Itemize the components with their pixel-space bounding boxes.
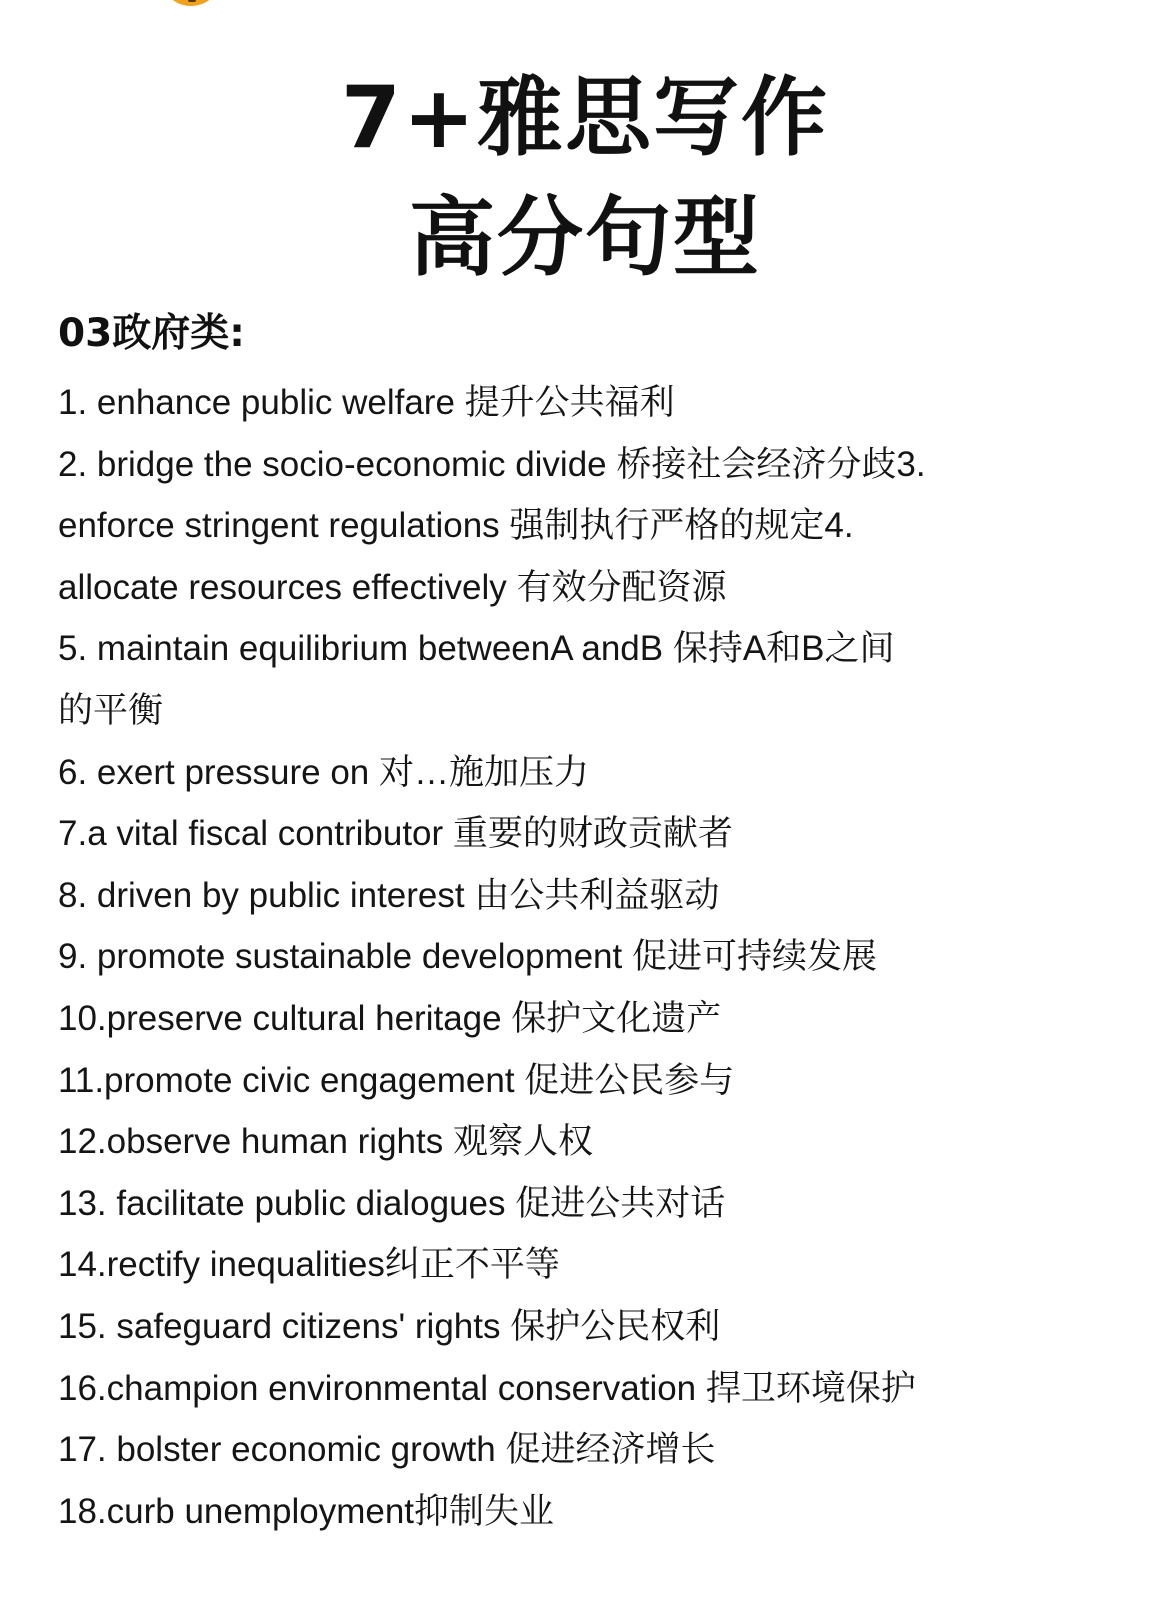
phrase-line-16: 15. safeguard citizens' rights 保护公民权利 (58, 1306, 721, 1346)
phrase-line-11: 10.preserve cultural heritage 保护文化遗产 (58, 998, 722, 1038)
phrase-line-7: 6. exert pressure on 对…施加压力 (58, 752, 589, 792)
title-line-1: 7+雅思写作 (341, 68, 829, 168)
phrase-line-14: 13. facilitate public dialogues 促进公共对话 (58, 1183, 726, 1223)
phrase-line-8: 7.a vital fiscal contributor 重要的财政贡献者 (58, 814, 733, 854)
phrase-list (58, 372, 1138, 1542)
phrase-line-12: 11.promote civic engagement 促进公民参与 (58, 1060, 735, 1100)
title-line-2: 高分句型 (409, 188, 761, 288)
phrase-line-9: 8. driven by public interest 由公共利益驱动 (58, 875, 720, 915)
phrase-line-2: 2. bridge the socio-economic divide 桥接社会经济分歧3. (58, 444, 926, 484)
phrase-line-17: 16.champion environmental conservation 捍卫环境保护 (58, 1368, 916, 1408)
phrase-line-15: 14.rectify inequalities纠正不平等 (58, 1245, 560, 1285)
section-heading: 03政府类: (58, 311, 245, 356)
phrase-line-13: 12.observe human rights 观察人权 (58, 1122, 593, 1162)
phrase-line-18: 17. bolster economic growth 促进经济增长 (58, 1430, 716, 1470)
phrase-line-1: 1. enhance public welfare 提升公共福利 (58, 383, 675, 422)
phrase-line-6: 的平衡 (58, 690, 164, 730)
page-title (0, 58, 1170, 298)
phrase-line-3: enforce stringent regulations 强制执行严格的规定4. (58, 506, 854, 546)
avatar (160, 0, 222, 6)
phrase-line-4: allocate resources effectively 有效分配资源 (58, 567, 727, 607)
phrase-line-5: 5. maintain equilibrium betweenA andB 保持A和B之间 (58, 629, 895, 669)
phrase-line-10: 9. promote sustainable development 促进可持续发展 (58, 937, 877, 977)
phrase-line-19: 18.curb unemployment抑制失业 (58, 1491, 555, 1531)
